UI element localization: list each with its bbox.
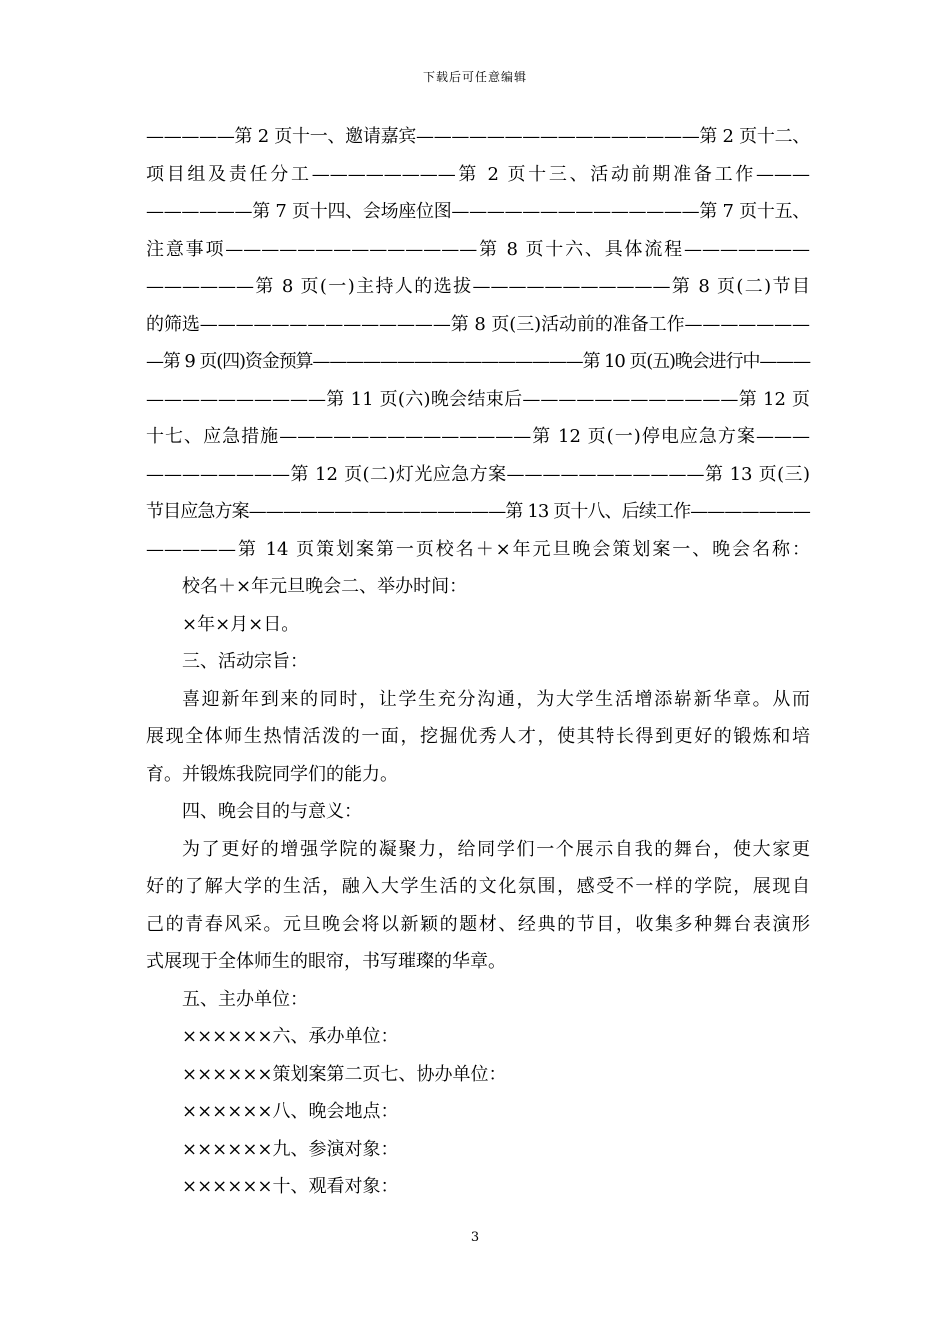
toc-line: —————第 14 页策划案第一页校名＋×年元旦晚会策划案一、晚会名称： — [146, 538, 810, 560]
toc-line: 项目组及责任分工————————第 2 页十三、活动前期准备工作——— — [146, 163, 810, 185]
body-line: 校名＋×年元旦晚会二、举办时间： — [182, 576, 468, 597]
page-header: 下载后可任意编辑 — [422, 70, 527, 84]
paragraph-line: 己的青春风采。元旦晚会将以新颖的题材、经典的节目，收集多种舞台表演形 — [146, 913, 810, 935]
toc-line: —————第 2 页十一、邀请嘉宾————————————————第 2 页十二、 — [146, 126, 810, 147]
toc-line: 节目应急方案———————————————第 13 页十八、后续工作——————— — [146, 501, 810, 522]
paragraph-line: 为了更好的增强学院的凝聚力，给同学们一个展示自我的舞台，使大家更 — [182, 838, 810, 860]
toc-line: ——————第 8 页(一)主持人的选拔———————————第 8 页(二)节目 — [146, 276, 810, 297]
toc-line: 十七、应急措施——————————————第 12 页(一)停电应急方案——— — [146, 426, 810, 447]
toc-line: ——————第 7 页十四、会场座位图——————————————第 7 页十五、 — [146, 201, 810, 222]
toc-line: 的筛选——————————————第 8 页(三)活动前的准备工作——————— — [146, 313, 810, 335]
body-line: ×年×月×日。 — [182, 613, 300, 635]
body-text — [146, 568, 810, 1206]
toc-line: —第 9 页(四)资金预算————————————————第 10 页(五)晚会进行中——— — [146, 351, 810, 372]
paragraph-line: 好的了解大学的生活，融入大学生活的文化氛围，感受不一样的学院，展现自 — [146, 876, 810, 897]
page-number: 3 — [470, 1230, 480, 1245]
toc-line: ——————————第 11 页(六)晚会结束后————————————第 12 页 — [146, 388, 810, 410]
toc-line: 注意事项——————————————第 8 页十六、具体流程——————— — [146, 238, 810, 260]
paragraph-line: 式展现于全体师生的眼帘，书写璀璨的华章。 — [146, 951, 506, 972]
paragraph-line: 育。并锻炼我院同学们的能力。 — [146, 763, 398, 785]
section-heading: 五、主办单位： — [182, 988, 308, 1010]
body-line: ××××××八、晚会地点： — [182, 1101, 399, 1122]
section-heading: 三、活动宗旨： — [182, 651, 308, 672]
body-line: ××××××六、承办单位： — [182, 1026, 399, 1047]
body-line: ××××××九、参演对象： — [182, 1138, 399, 1160]
paragraph-line: 展现全体师生热情活泼的一面，挖掘优秀人才，使其特长得到更好的锻炼和培 — [146, 726, 810, 747]
section-heading: 四、晚会目的与意义： — [182, 801, 362, 822]
paragraph-line: 喜迎新年到来的同时，让学生充分沟通，为大学生活增添崭新华章。从而 — [182, 688, 810, 710]
body-line: ××××××策划案第二页七、协办单位： — [182, 1063, 507, 1085]
document-body — [146, 118, 810, 1206]
toc-line: ————————第 12 页(二)灯光应急方案———————————第 13 页(三) — [146, 463, 810, 485]
table-of-contents — [146, 118, 810, 568]
body-line: ××××××十、观看对象： — [182, 1176, 399, 1197]
